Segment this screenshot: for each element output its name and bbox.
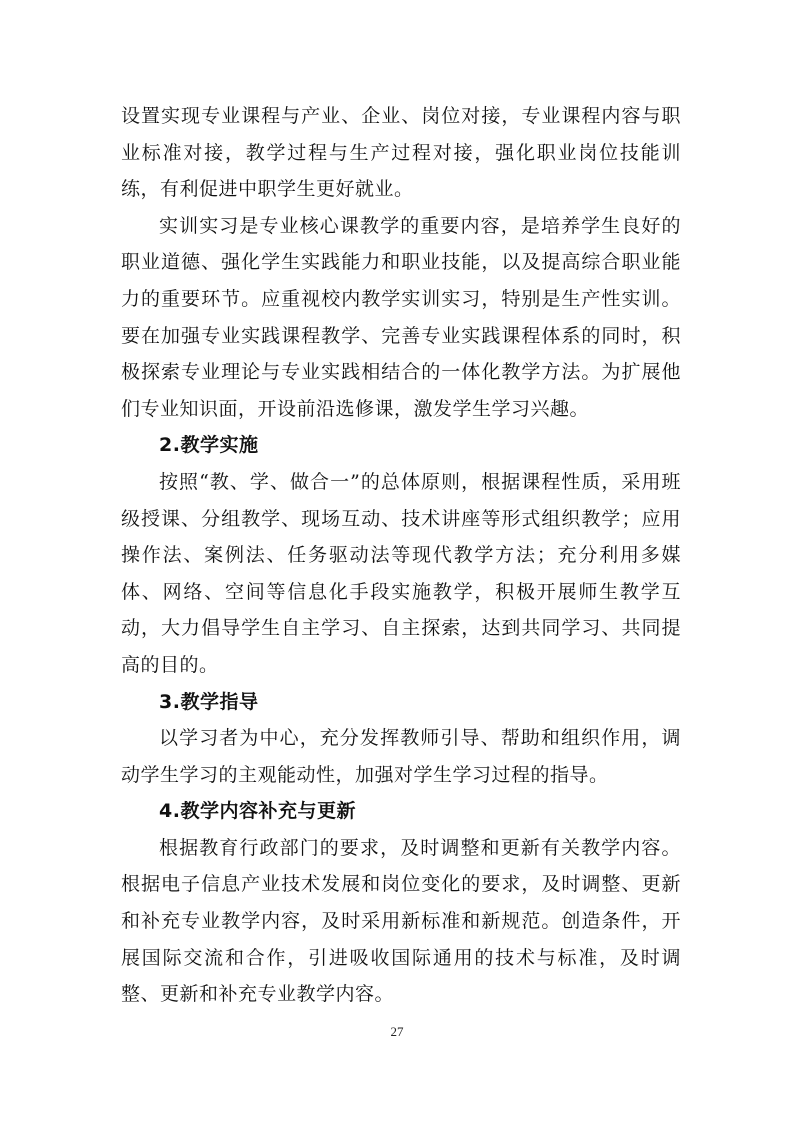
heading-content-update: 4.教学内容补充与更新 — [159, 800, 356, 823]
paragraph-teaching-guidance: 以学习者为中心，充分发挥教师引导、帮助和组织作用，调动学生学习的主观能动性，加强对学生学习过程的指导。 — [121, 727, 681, 786]
page-number: 27 — [390, 1024, 404, 1039]
heading-teaching-guidance: 3.教学指导 — [159, 690, 259, 713]
heading-teaching-implementation: 2.教学实施 — [159, 434, 259, 457]
paragraph-practical-training: 实训实习是专业核心课教学的重要内容，是培养学生良好的职业道德、强化学生实践能力和职业技能，以及提高综合职业能力的重要环节。应重视校内教学实训实习，特别是生产性实训。要在加强专业实践课程教学、完善专业实践课程体系的同时，积极探索专业理论与专业实践相结合的一体化教学方法。为扩展他们专业知识面，开设前沿选修课，激发学生学习兴趣。 — [121, 214, 681, 420]
paragraph-content-update: 根据教育行政部门的要求，及时调整和更新有关教学内容。根据电子信息产业技术发展和岗位变化的要求，及时调整、更新和补充专业教学内容，及时采用新标准和新规范。创造条件，开展国际交流和合作，引进吸收国际通用的技术与标准，及时调整、更新和补充专业教学内容。 — [121, 836, 681, 1006]
document-body — [121, 98, 681, 1013]
paragraph-course-alignment: 设置实现专业课程与产业、企业、岗位对接，专业课程内容与职业标准对接，教学过程与生产过程对接，强化职业岗位技能训练，有利促进中职学生更好就业。 — [121, 105, 681, 201]
paragraph-teaching-implementation: 按照“教、学、做合一”的总体原则，根据课程性质，采用班级授课、分组教学、现场互动、技术讲座等形式组织教学；应用操作法、案例法、任务驱动法等现代教学方法；充分利用多媒体、网络、空间等信息化手段实施教学，积极开展师生教学互动，大力倡导学生自主学习、自主探索，达到共同学习、共同提高的目的。 — [121, 470, 681, 676]
